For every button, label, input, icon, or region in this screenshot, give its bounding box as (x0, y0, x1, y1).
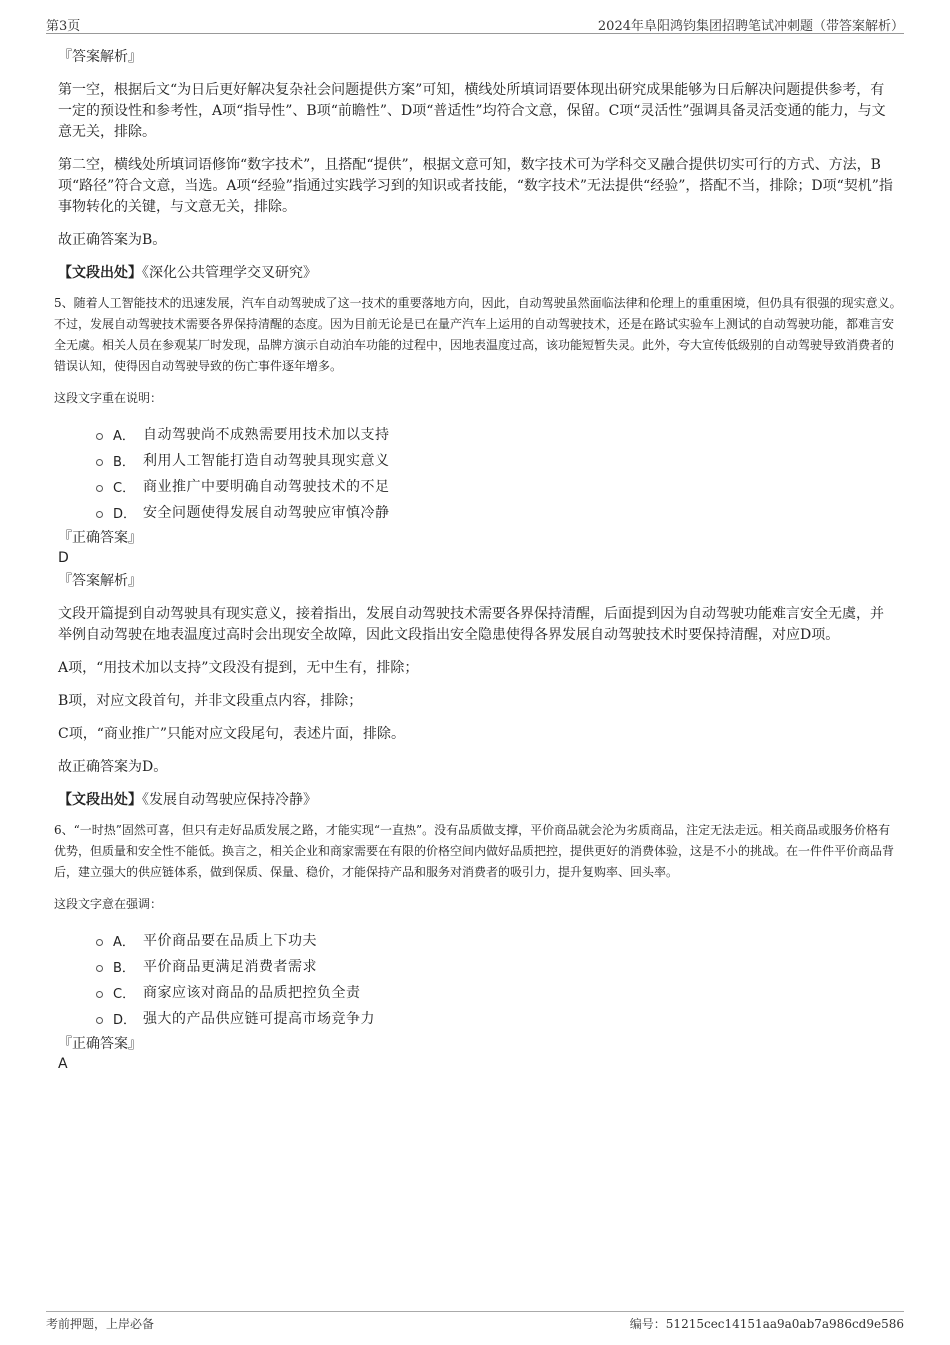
source-title: 《深化公共管理学交叉研究》 (142, 265, 317, 281)
option-c[interactable] (96, 979, 904, 1005)
option-letter: D． (113, 506, 137, 522)
option-list (46, 421, 904, 525)
option-text: 利用人工智能打造自动驾驶具现实意义 (143, 453, 390, 469)
correct-answer: A (58, 1056, 68, 1072)
option-text: 自动驾驶尚不成熟需要用技术加以支持 (143, 427, 390, 443)
radio-icon[interactable] (96, 485, 103, 492)
question-text: 5、随着人工智能技术的迅速发展，汽车自动驾驶成了这一技术的重要落地方向，因此，自动驾驶虽然面临法律和伦理上的重重困境，但仍具有很强的现实意义。不过，发展自动驾驶技术需要各界保持清醒的态度。因为目前无论是已在量产汽车上运用的自动驾驶技术，还是在路试实验车上测试的自动驾驶功能，都难言安全无虞。相关人员在参观某厂时发现，品牌方演示自动泊车功能的过程中，因地表温度过高，该功能短暂失灵。此外，夸大宣传低级别的自动驾驶导致消费者的错误认知，使得因自动驾驶导致的伤亡事件逐年增多。 (54, 296, 902, 373)
option-letter: C． (113, 986, 136, 1002)
analysis-paragraph: 文段开篇提到自动驾驶具有现实意义，接着指出，发展自动驾驶技术需要各界保持清醒，后面提到因为自动驾驶功能难言安全无虞，并举例自动驾驶在地表温度过高时会出现安全故障，因此文段指出安全隐患使得各界发展自动驾驶技术时要保持清醒，对应D项。 (58, 606, 884, 643)
radio-icon[interactable] (96, 1017, 103, 1024)
page-footer (46, 1311, 904, 1331)
source-tag: 【文段出处】 (58, 792, 142, 808)
radio-icon[interactable] (96, 511, 103, 518)
analysis-label: 『答案解析』 (58, 573, 142, 589)
analysis-conclusion: 故正确答案为D。 (58, 759, 168, 775)
question-text: 6、“一时热”固然可喜，但只有走好品质发展之路，才能实现“一直热”。没有品质做支撑，平价商品就会沦为劣质商品，注定无法走远。相关商品或服务价格有优势，但质量和安全性不能低。换言之，相关企业和商家需要在有限的价格空间内做好品质把控，提供更好的消费体验，这是不小的挑战。在一件件平价商品背后，建立强大的供应链体系，做到保质、保量、稳价，才能保持产品和服务对消费者的吸引力，提升复购率、回头率。 (54, 823, 895, 879)
passage-source (46, 790, 904, 810)
radio-icon[interactable] (96, 991, 103, 998)
option-c[interactable] (96, 473, 904, 499)
main-content (46, 48, 904, 1072)
option-letter: A． (113, 428, 135, 444)
option-letter: B． (113, 454, 135, 470)
radio-icon[interactable] (96, 433, 103, 440)
option-d[interactable] (96, 1005, 904, 1031)
option-letter: B． (113, 960, 135, 976)
answer-label: 『正确答案』 (58, 1036, 142, 1052)
radio-icon[interactable] (96, 965, 103, 972)
option-letter: A． (113, 934, 135, 950)
option-text: 安全问题使得发展自动驾驶应审慎冷静 (143, 505, 390, 521)
source-title: 《发展自动驾驶应保持冷静》 (142, 792, 317, 808)
question-prompt: 这段文字意在强调： (54, 897, 163, 911)
footer-slogan: 考前押题，上岸必备 (46, 1317, 155, 1331)
page-number: 第3页 (46, 19, 81, 34)
option-text: 平价商品更满足消费者需求 (143, 959, 317, 975)
option-text: 商家应该对商品的品质把控负全责 (143, 985, 361, 1001)
document-title: 2024年阜阳鸿钧集团招聘笔试冲刺题（带答案解析） (597, 19, 904, 34)
option-b[interactable] (96, 447, 904, 473)
option-a[interactable] (96, 421, 904, 447)
analysis-label: 『答案解析』 (58, 49, 142, 65)
analysis-paragraph: C项，“商业推广”只能对应文段尾句，表述片面，排除。 (58, 726, 406, 742)
radio-icon[interactable] (96, 459, 103, 466)
page-header (46, 14, 904, 34)
option-letter: C． (113, 480, 136, 496)
option-list (46, 927, 904, 1031)
analysis-conclusion: 故正确答案为B。 (58, 232, 167, 248)
option-letter: D． (113, 1012, 137, 1028)
answer-label: 『正确答案』 (58, 530, 142, 546)
source-tag: 【文段出处】 (58, 265, 142, 281)
correct-answer: D (58, 550, 69, 566)
analysis-paragraph: A项，“用技术加以支持”文段没有提到，无中生有，排除； (58, 660, 419, 676)
option-text: 商业推广中要明确自动驾驶技术的不足 (143, 479, 390, 495)
analysis-paragraph: 第二空，横线处所填词语修饰“数字技术”，且搭配“提供”，根据文意可知，数字技术可为学科交叉融合提供切实可行的方式、方法，B项“路径”符合文意，当选。A项“经验”指通过实践学习到的知识或者技能，“数字技术”无法提供“经验”，搭配不当，排除；D项“契机”指事物转化的关键，与文意无关，排除。 (58, 157, 893, 215)
option-b[interactable] (96, 953, 904, 979)
analysis-paragraph: 第一空，根据后文“为日后更好解决复杂社会问题提供方案”可知，横线处所填词语要体现出研究成果能够为日后解决问题提供参考，有一定的预设性和参考性，A项“指导性”、B项“前瞻性”、D项“普适性”均符合文意，保留。C项“灵活性”强调具备灵活变通的能力，与文意无关，排除。 (58, 82, 886, 140)
option-text: 平价商品要在品质上下功夫 (143, 933, 317, 949)
document-code: 编号：51215cec14151aa9a0ab7a986cd9e586 (629, 1317, 904, 1331)
radio-icon[interactable] (96, 939, 103, 946)
analysis-paragraph: B项，对应文段首句，并非文段重点内容，排除； (58, 693, 363, 709)
option-text: 强大的产品供应链可提高市场竞争力 (143, 1011, 375, 1027)
passage-source (46, 263, 904, 283)
option-d[interactable] (96, 499, 904, 525)
question-prompt: 这段文字重在说明： (54, 391, 163, 405)
option-a[interactable] (96, 927, 904, 953)
